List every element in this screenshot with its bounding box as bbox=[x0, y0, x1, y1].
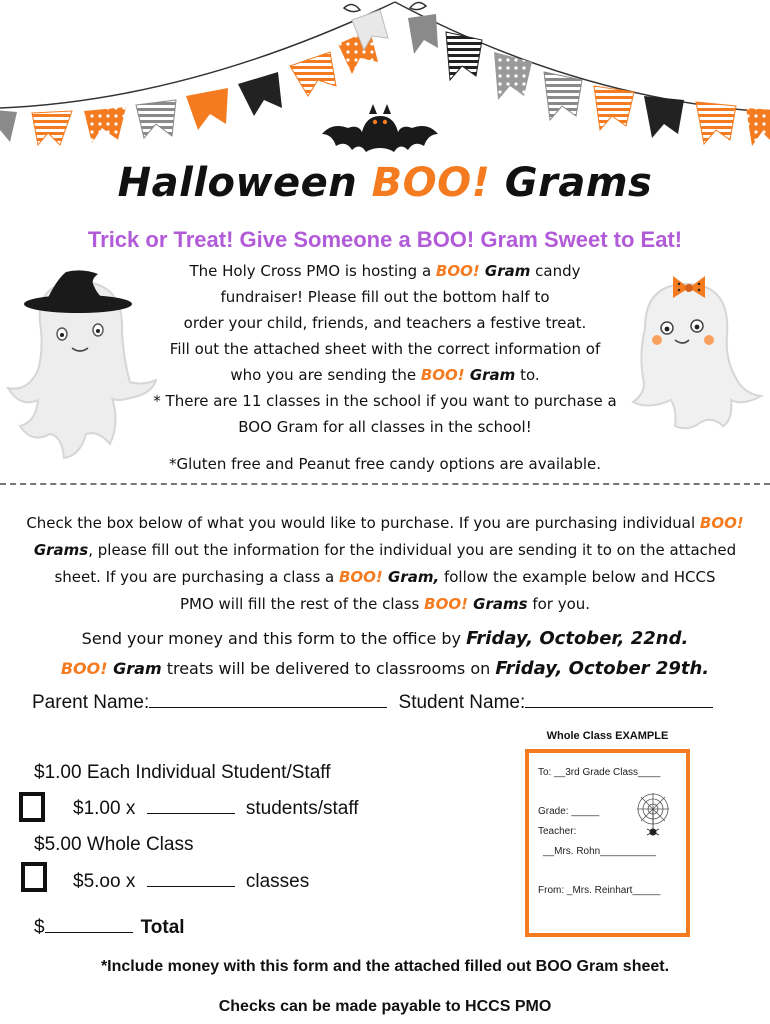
class-price-label: $5.00 Whole Class bbox=[34, 834, 194, 855]
spider-icon bbox=[633, 791, 673, 841]
individual-price-label: $1.00 Each Individual Student/Staff bbox=[34, 762, 331, 783]
total-row: $ Total bbox=[34, 917, 185, 938]
page-title: Halloween BOO! Grams bbox=[117, 160, 653, 206]
individual-quantity-field[interactable] bbox=[147, 797, 235, 814]
intro-paragraph: The Holy Cross PMO is hosting a BOO! Gram candy fundraiser! Please fill out the bottom half to order your child, friends, and teachers a festive treat. Fill out the attached sheet with the correct information of who you are sending the BOO! Gram to. * There are 11 classes in the school if you want to purchase a BOO Gram for all classes in the school! bbox=[153, 262, 617, 436]
subtitle: Trick or Treat! Give Someone a BOO! Gram Sweet to Eat! bbox=[87, 227, 683, 252]
example-from: From: _Mrs. Reinhart_____ bbox=[538, 885, 661, 896]
example-teacher-name: __Mrs. Rohn__________ bbox=[543, 846, 656, 857]
total-field[interactable] bbox=[45, 916, 133, 933]
gluten-free-note: *Gluten free and Peanut free candy options are available. bbox=[168, 455, 602, 473]
parent-name-label: Parent Name: bbox=[32, 692, 150, 713]
example-to: To: __3rd Grade Class____ bbox=[538, 767, 661, 778]
purchase-instructions: Check the box below of what you would like to purchase. If you are purchasing individual BOO! Grams, please fill out the information for the individual you are sending it to on the attached sheet. If you are purchasing a class a BOO! Gram, follow the example below and HCCS PMO will fill the rest of the class BOO! Grams for you. bbox=[26, 514, 744, 613]
class-quantity-row: $5.oo x classes bbox=[73, 871, 310, 892]
example-title: Whole Class EXAMPLE bbox=[546, 730, 669, 742]
cut-line-divider bbox=[0, 483, 770, 485]
individual-checkbox[interactable] bbox=[19, 792, 45, 822]
pennant-banner bbox=[0, 0, 770, 160]
class-quantity-field[interactable] bbox=[147, 870, 235, 887]
example-teacher-label: Teacher: bbox=[538, 826, 577, 837]
class-checkbox[interactable] bbox=[21, 862, 47, 892]
checks-payable-note: Checks can be made payable to HCCS PMO bbox=[218, 998, 552, 1015]
student-name-label: Student Name: bbox=[398, 692, 526, 713]
name-fields-row bbox=[32, 689, 713, 714]
individual-quantity-row: $1.00 x students/staff bbox=[73, 798, 359, 819]
example-card bbox=[525, 749, 690, 937]
bat-icon bbox=[322, 104, 438, 152]
parent-name-field[interactable] bbox=[149, 689, 387, 708]
delivery-info: Send your money and this form to the office by Friday, October, 22nd. BOO! Gram treats will be delivered to classrooms on Friday, October 29th. bbox=[60, 628, 710, 679]
include-money-note: *Include money with this form and the attached filled out BOO Gram sheet. bbox=[100, 958, 670, 975]
student-name-field[interactable] bbox=[525, 689, 713, 708]
example-grade: Grade: _____ bbox=[538, 806, 600, 817]
